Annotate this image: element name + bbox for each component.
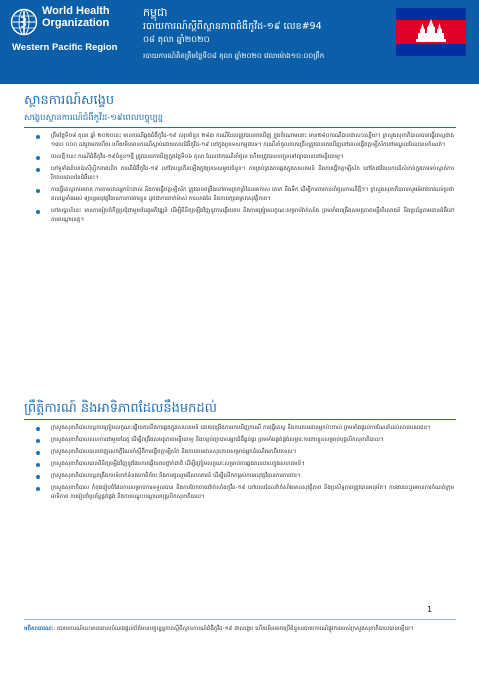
list-item: ក្រសួងសុខាភិបាលបន្តការត្រៀមលក្ខណៈឆ្លើយតបនឹងការឆ្លងក្នុងសហគមន៍ ដោយពង្រឹងការរកឃើញករណី ការធ្វើតេស្ត និងការតាមដានអ្នកប៉ះពាល់ ព្រមទាំងផ្តល់ការណែនាំដល់សាធារណជន។ — [24, 424, 454, 433]
situation-section-title: ស្ថានការណ៍សង្ខេប — [24, 93, 115, 108]
country-name: កម្ពុជា — [143, 6, 168, 19]
list-item: នៅទូទាំងតំបន់ប៉ាស៊ីហ្វិកខាងលិច ករណីជំងឺកូវីដ-១៩ នៅតែបន្តកើនឡើងក្នុងប្រទេសមួយចំនួន។ ការគ្រប់គ្រងការឆ្លងក្នុងសហគមន៍ និងការធ្វើចត្តាឡីស័ក នៅតែជាវិធានការដ៏សំខាន់ក្នុងការទប់ស្កាត់ការរីករាលដាលនៃជំងឺនេះ។ — [24, 165, 454, 183]
who-emblem-icon — [10, 8, 38, 36]
report-title: របាយការណ៍ស្តីពីស្ថានភាពជំងឺកូវីដ-១៩ លេខ#94 — [143, 21, 322, 32]
list-item: ការធ្វើតេស្តរកមេរោគ ការតាមដានអ្នកប៉ះពាល់ និងការធ្វើចត្តាឡីស័ក ត្រូវបានពង្រឹងនៅតាមច្រកព្រំដែនអាកាស គោក និងទឹក ដើម្បីការពារការនាំចូលករណីថ្មីៗ។ ក្រសួងសុខាភិបាលសូមអំពាវនាវដល់ប្រជាពលរដ្ឋទាំងអស់ ឲ្យបន្តអនុវត្តវិធានការការពារខ្លួន ដូចជាការពាក់ម៉ាស់ ការលាងដៃ និងការរក្សាគម្លាតសុវត្ថិភាព។ — [24, 186, 454, 204]
footnote-text: : របាយការណ៍នេះមានគោលបំណងផ្តល់ព័ត៌មានបច្ចុប្បន្នភាពស្តីពីស្ថានការណ៍ជំងឺកូវីដ-១៩ ជាសង្ខេប ហើយមិនអាចប្រើជំនួសរបាយការណ៍ផ្លូវការរបស់ក្រសួងសុខាភិបាលបានឡើយ។ — [53, 626, 414, 632]
organization-region: Western Pacific Region — [12, 42, 118, 53]
report-date: ០៨ តុលា ឆ្នាំ២០២០ — [143, 35, 210, 45]
situation-subtitle: សង្ខេបស្ថានការណ៍ជំងឺកូវីដ-១៩ពេលបច្ចុប្បន្ន — [24, 113, 164, 123]
report-title-block — [143, 6, 324, 62]
list-item: ពេលថ្មីៗនេះ ករណីជំងឺកូវីដ-១៩ចំនួន១ថ្មី ត្រូវបានរកឃើញក្នុងថ្ងៃទី០៦ តុលា ដែលជាករណីនាំចូល ហើយត្រូវបានបញ្ជូនទៅព្យាបាលនៅមន្ទីរពេទ្យ។ — [24, 153, 454, 162]
footnote-label: មតិសាធារណៈ — [24, 626, 54, 632]
organization-name: World Health Organization — [42, 5, 110, 29]
list-item: ក្រសួងសុខាភិបាលសហការជាមួយដៃគូ ដើម្បីពង្រឹងសមត្ថភាពមន្ទីរពេទ្យ និងបន្ទប់ព្យាបាលអ្នកជំងឺធ្ងន់ធ្ងរ ព្រមទាំងផ្គត់ផ្គង់សម្ភារៈការពារខ្លួនសម្រាប់បុគ្គលិកសុខាភិបាល។ — [24, 436, 454, 445]
footnote — [24, 624, 454, 634]
list-item: ត្រឹមថ្ងៃទី០៨ តុលា ឆ្នាំ ២០២០នេះ មានករណីឆ្លងជំងឺកូវីដ-១៩ សរុបចំនួន ២៨៣ ករណីដែលត្រូវបានរកឃើញ ក្នុងចំណោមនោះ មាន២៨០ករណីបានជាសះស្បើយ។ ក្រសួងសុខាភិបាលបានធ្វើតេស្តជាង ១៣០ ០០០ ដងរួចមកហើយ ហើយមិនមានករណីស្លាប់ដោយសារជំងឺកូវីដ-១៩ នៅក្នុងប្រទេសកម្ពុជាទេ។ ករណីនាំចូលភាគច្រើនត្រូវបានរកឃើញនៅពេលធ្វើចត្តាឡីស័កនៅមណ្ឌលដែលបានកំណត់។ — [24, 132, 454, 150]
list-item: ក្រសួងសុខាភិបាលបានចេញសេចក្តីណែនាំស្តីពីការធ្វើចត្តាឡីស័ក និងការតាមដានសុខភាពសម្រាប់អ្នកដំណើរមកពីបរទេស។ — [24, 448, 454, 457]
report-period: របាយការណ៍គិតត្រឹមថ្ងៃទី០៨ តុលា ឆ្នាំ២០២០ វេលាម៉ោង១០:០០ព្រឹក — [143, 52, 325, 60]
operations-section-title: ព្រឹត្តិការណ៍ និងអាទិភាពដែលនឹងមកដល់ — [24, 401, 218, 416]
footer-divider — [24, 619, 456, 620]
section-divider — [24, 419, 456, 420]
list-item: នៅសប្តាហ៍នេះ មានការរៀបចំកិច្ចប្រជុំជាមួយដៃគូអភិវឌ្ឍន៍ ដើម្បីពិនិត្យឡើងវិញនូវការឆ្លើយតប និងការត្រៀមលក្ខណៈសម្រាប់វ៉ាក់សាំង ព្រមទាំងពង្រឹងសមត្ថភាពមន្ទីរពិសោធន៍ និងប្រព័ន្ធតាមដានជំងឺនៅតាមបណ្តាខេត្ត។ — [24, 207, 454, 225]
report-header — [0, 0, 479, 84]
cambodia-flag-icon — [396, 8, 466, 56]
page-number: 1 — [427, 605, 433, 614]
list-item: ក្រសួងសុខាភិបាលបានពិនិត្យឡើងវិញនូវផែនការឆ្លើយតបថ្នាក់ជាតិ ដើម្បីត្រៀមលក្ខណៈសម្រាប់ការឆ្លងរាលដាលក្នុងសហគមន៍។ — [24, 460, 454, 469]
list-item: ក្រសួងសុខាភិបាល កំពុងរៀបចំផែនការសម្រាប់ការទទួលបាន និងការចែកចាយវ៉ាក់សាំងកូវីដ-១៩ នៅពេលដែលវ៉ាក់សាំងមានសុវត្ថិភាព និងប្រសិទ្ធភាពត្រូវបានអនុម័ត។ ការងារនេះរួមមានការកំណត់ក្រុមអាទិភាព ការរៀបចំប្រព័ន្ធផ្គត់ផ្គង់ និងការបណ្តុះបណ្តាលបុគ្គលិកសុខាភិបាល។ — [24, 484, 454, 502]
operations-bullet-list — [24, 424, 454, 505]
list-item: ក្រសួងសុខាភិបាលបន្តពង្រឹងការទំនាក់ទំនងហានិភ័យ និងការចូលរួមពីសហគមន៍ ដើម្បីលើកកម្ពស់ការអនុវត្តវិធានការការពារ។ — [24, 472, 454, 481]
section-divider — [24, 127, 456, 128]
situation-bullet-list — [24, 132, 454, 228]
